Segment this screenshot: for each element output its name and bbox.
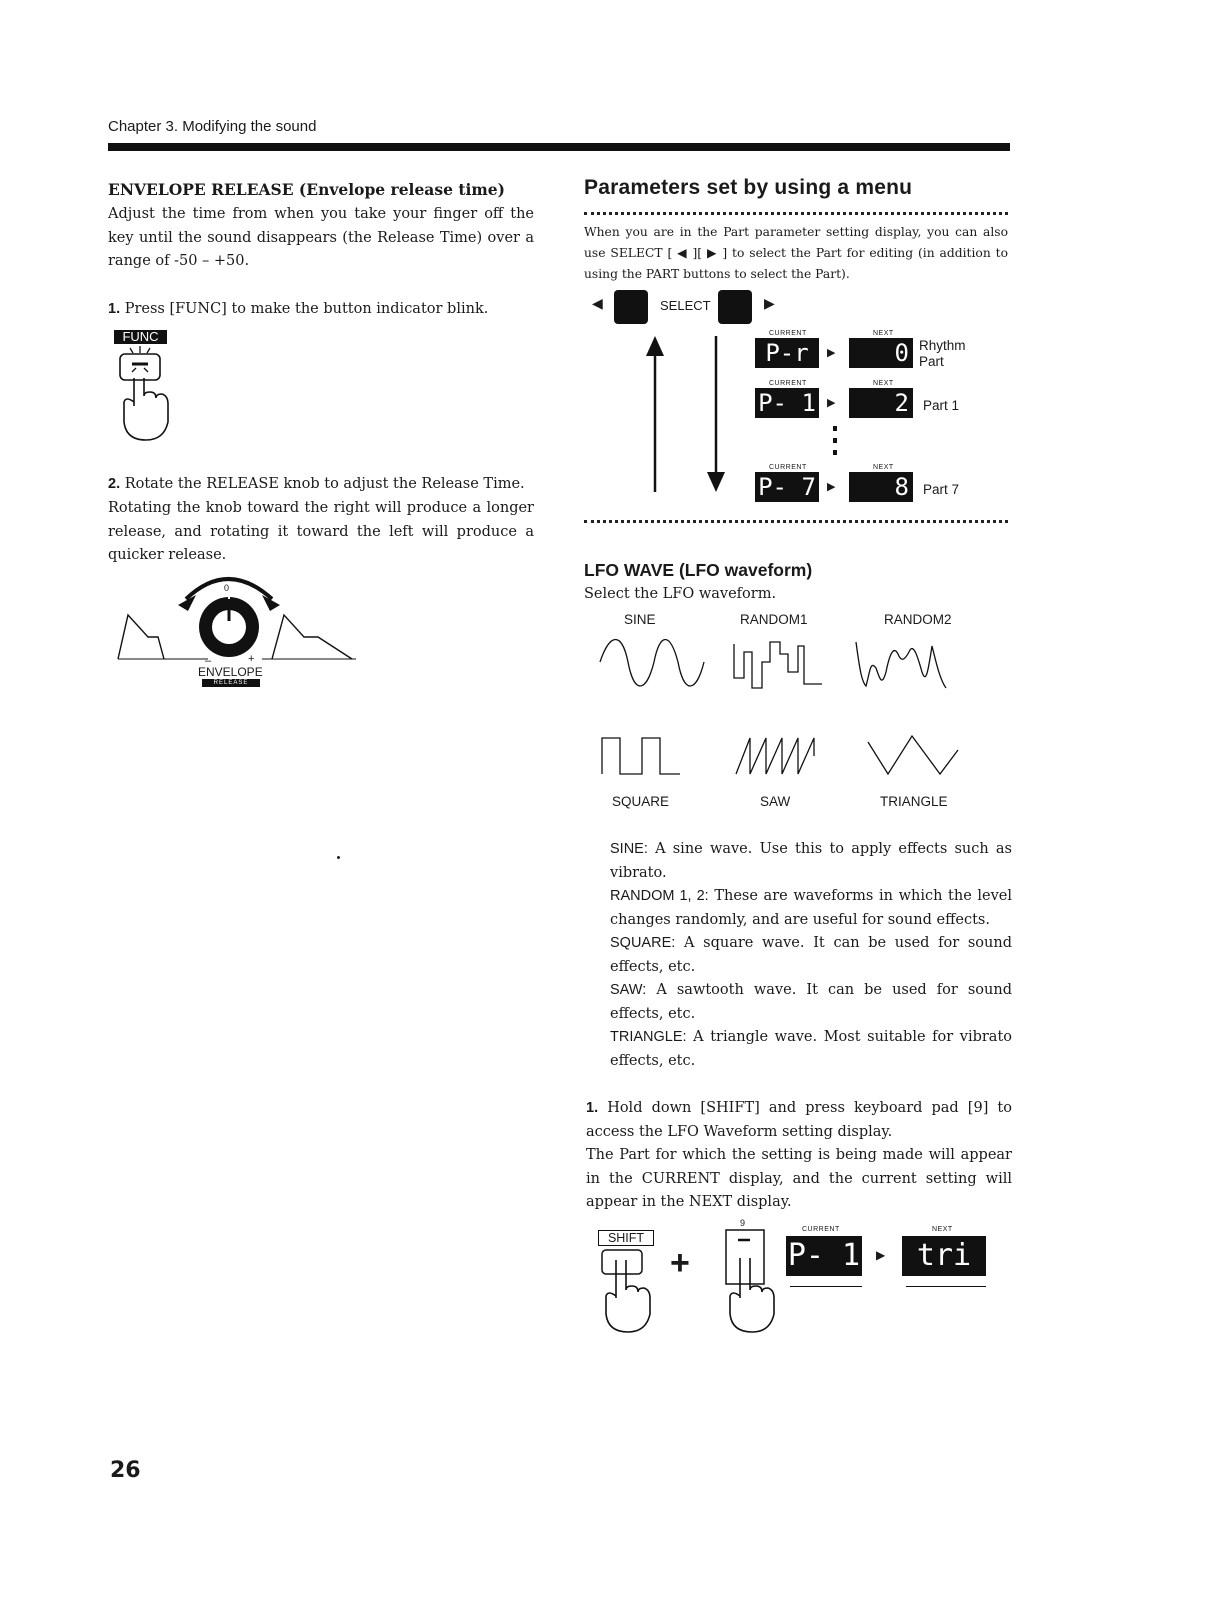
shift-pad-illustration: [596, 1218, 996, 1338]
current-display: P- 1: [786, 1236, 862, 1276]
select-right-arrow-icon: ▶: [764, 296, 775, 312]
next-label: NEXT: [873, 380, 894, 387]
page-number: 26: [110, 1458, 141, 1483]
select-left-arrow-icon: ◀: [592, 296, 603, 312]
plus-icon: +: [670, 1244, 690, 1282]
knob-label: ENVELOPE: [198, 665, 263, 679]
current-label: CURRENT: [769, 464, 807, 471]
step-text: Hold down [SHIFT] and press keyboard pad [9] to access the LFO Waveform setting display.: [586, 1100, 1012, 1140]
up-down-arrows: [640, 334, 730, 494]
step-text: Press [FUNC] to make the button indicator blink.: [124, 301, 489, 317]
envelope-release-title: ENVELOPE RELEASE (Envelope release time): [108, 180, 505, 199]
def-random: RANDOM 1, 2: These are waveforms in which the level changes randomly, and are useful for sound effects.: [610, 888, 1013, 928]
wave-label-sine: SINE: [624, 612, 656, 627]
next-label: NEXT: [873, 330, 894, 337]
knob-sublabel: RELEASE: [202, 679, 260, 687]
pad-press-icon: [722, 1228, 792, 1334]
next-display: tri: [902, 1236, 986, 1276]
wave-label-saw: SAW: [760, 794, 791, 809]
dotted-rule-bottom: [584, 520, 1008, 523]
func-label: FUNC: [114, 330, 167, 344]
knob-zero-mark: 0: [224, 583, 230, 593]
display-underline: [790, 1286, 862, 1287]
ellipsis-dots: [833, 426, 837, 462]
knob-plus-mark: +: [248, 653, 255, 665]
release-knob-illustration: [112, 565, 362, 695]
square-wave: [602, 738, 680, 774]
step-number: 2.: [108, 476, 121, 492]
wave-label-triangle: TRIANGLE: [880, 794, 948, 809]
header-rule: [108, 143, 1010, 151]
saw-wave: [736, 738, 814, 774]
lfo-waveforms: [594, 632, 994, 792]
step-number: 1.: [586, 1100, 599, 1116]
def-square: SQUARE: A square wave. It can be used for sound effects, etc.: [610, 935, 1013, 975]
next-display: 2: [849, 388, 913, 418]
left-step-1: [108, 298, 534, 322]
lfo-wave-title: LFO WAVE (LFO waveform): [584, 560, 813, 580]
chapter-heading: Chapter 3. Modifying the sound: [108, 118, 317, 135]
wave-label-random2: RANDOM2: [884, 612, 952, 627]
select-left-button[interactable]: [614, 290, 648, 324]
select-buttons: [592, 290, 792, 324]
wave-label-square: SQUARE: [612, 794, 670, 809]
pad-number: 9: [740, 1218, 746, 1228]
next-label: NEXT: [873, 464, 894, 471]
lfo-wave-intro: Select the LFO waveform.: [584, 586, 777, 602]
arrow-right-icon: ▶: [827, 396, 836, 409]
finger-press-icon: [596, 1248, 666, 1334]
random1-wave: [734, 642, 822, 688]
waveform-definitions: [610, 838, 1012, 1073]
random2-wave: [856, 642, 946, 688]
def-saw: SAW: A sawtooth wave. It can be used for sound effects, etc.: [610, 982, 1012, 1022]
current-display: P-r: [755, 338, 819, 368]
step-number: 1.: [108, 301, 121, 317]
arrow-right-icon: ▶: [827, 346, 836, 359]
step-text: Rotate the RELEASE knob to adjust the Release Time.: [124, 476, 525, 492]
current-label: CURRENT: [769, 330, 807, 337]
wave-label-random1: RANDOM1: [740, 612, 808, 627]
dotted-rule-top: [584, 212, 1008, 215]
next-label: NEXT: [932, 1226, 953, 1233]
menu-section-text: When you are in the Part parameter setting display, you can also use SELECT [ ◀ ][ ▶ ] to select the Part for editing (in addition to using the PART buttons to select the Part).: [584, 225, 1008, 281]
envelope-shape-graphs: [112, 565, 362, 665]
select-right-button[interactable]: [718, 290, 752, 324]
left-step-2: [108, 473, 534, 497]
func-button-illustration: [114, 330, 169, 344]
select-label: SELECT: [660, 298, 711, 313]
arrow-right-icon: ▶: [876, 1248, 886, 1262]
envelope-release-intro: Adjust the time from when you take your finger off the key until the sound disappears (the Release Time) over a range of -50 – +50.: [108, 206, 534, 269]
current-label: CURRENT: [769, 380, 807, 387]
next-display: 8: [849, 472, 913, 502]
current-display: P- 7: [755, 472, 819, 502]
right-step-1-detail: The Part for which the setting is being made will appear in the CURRENT display, and the current setting will appear in the NEXT display.: [586, 1147, 1012, 1210]
print-speck: [337, 856, 340, 859]
right-step-1: [586, 1097, 1012, 1144]
current-display: P- 1: [755, 388, 819, 418]
next-display: 0: [849, 338, 913, 368]
current-label: CURRENT: [802, 1226, 840, 1233]
left-step-2-detail: Rotating the knob toward the right will produce a longer release, and rotating it toward the left will produce a quicker release.: [108, 500, 534, 563]
knob-minus-mark: –: [205, 655, 212, 667]
row-description: Rhythm Part: [919, 338, 966, 369]
def-sine: SINE: A sine wave. Use this to apply effects such as vibrato.: [610, 841, 1013, 881]
row-description: Part 1: [923, 398, 960, 413]
triangle-wave: [868, 736, 958, 774]
finger-press-icon: [114, 344, 184, 444]
arrow-right-icon: ▶: [827, 480, 836, 493]
row-description: Part 7: [923, 482, 960, 497]
shift-label: SHIFT: [598, 1230, 654, 1246]
display-underline: [906, 1286, 986, 1287]
sine-wave: [600, 640, 704, 687]
def-triangle: TRIANGLE: A triangle wave. Most suitable for vibrato effects, etc.: [610, 1029, 1012, 1069]
menu-section-title: Parameters set by using a menu: [584, 176, 913, 199]
